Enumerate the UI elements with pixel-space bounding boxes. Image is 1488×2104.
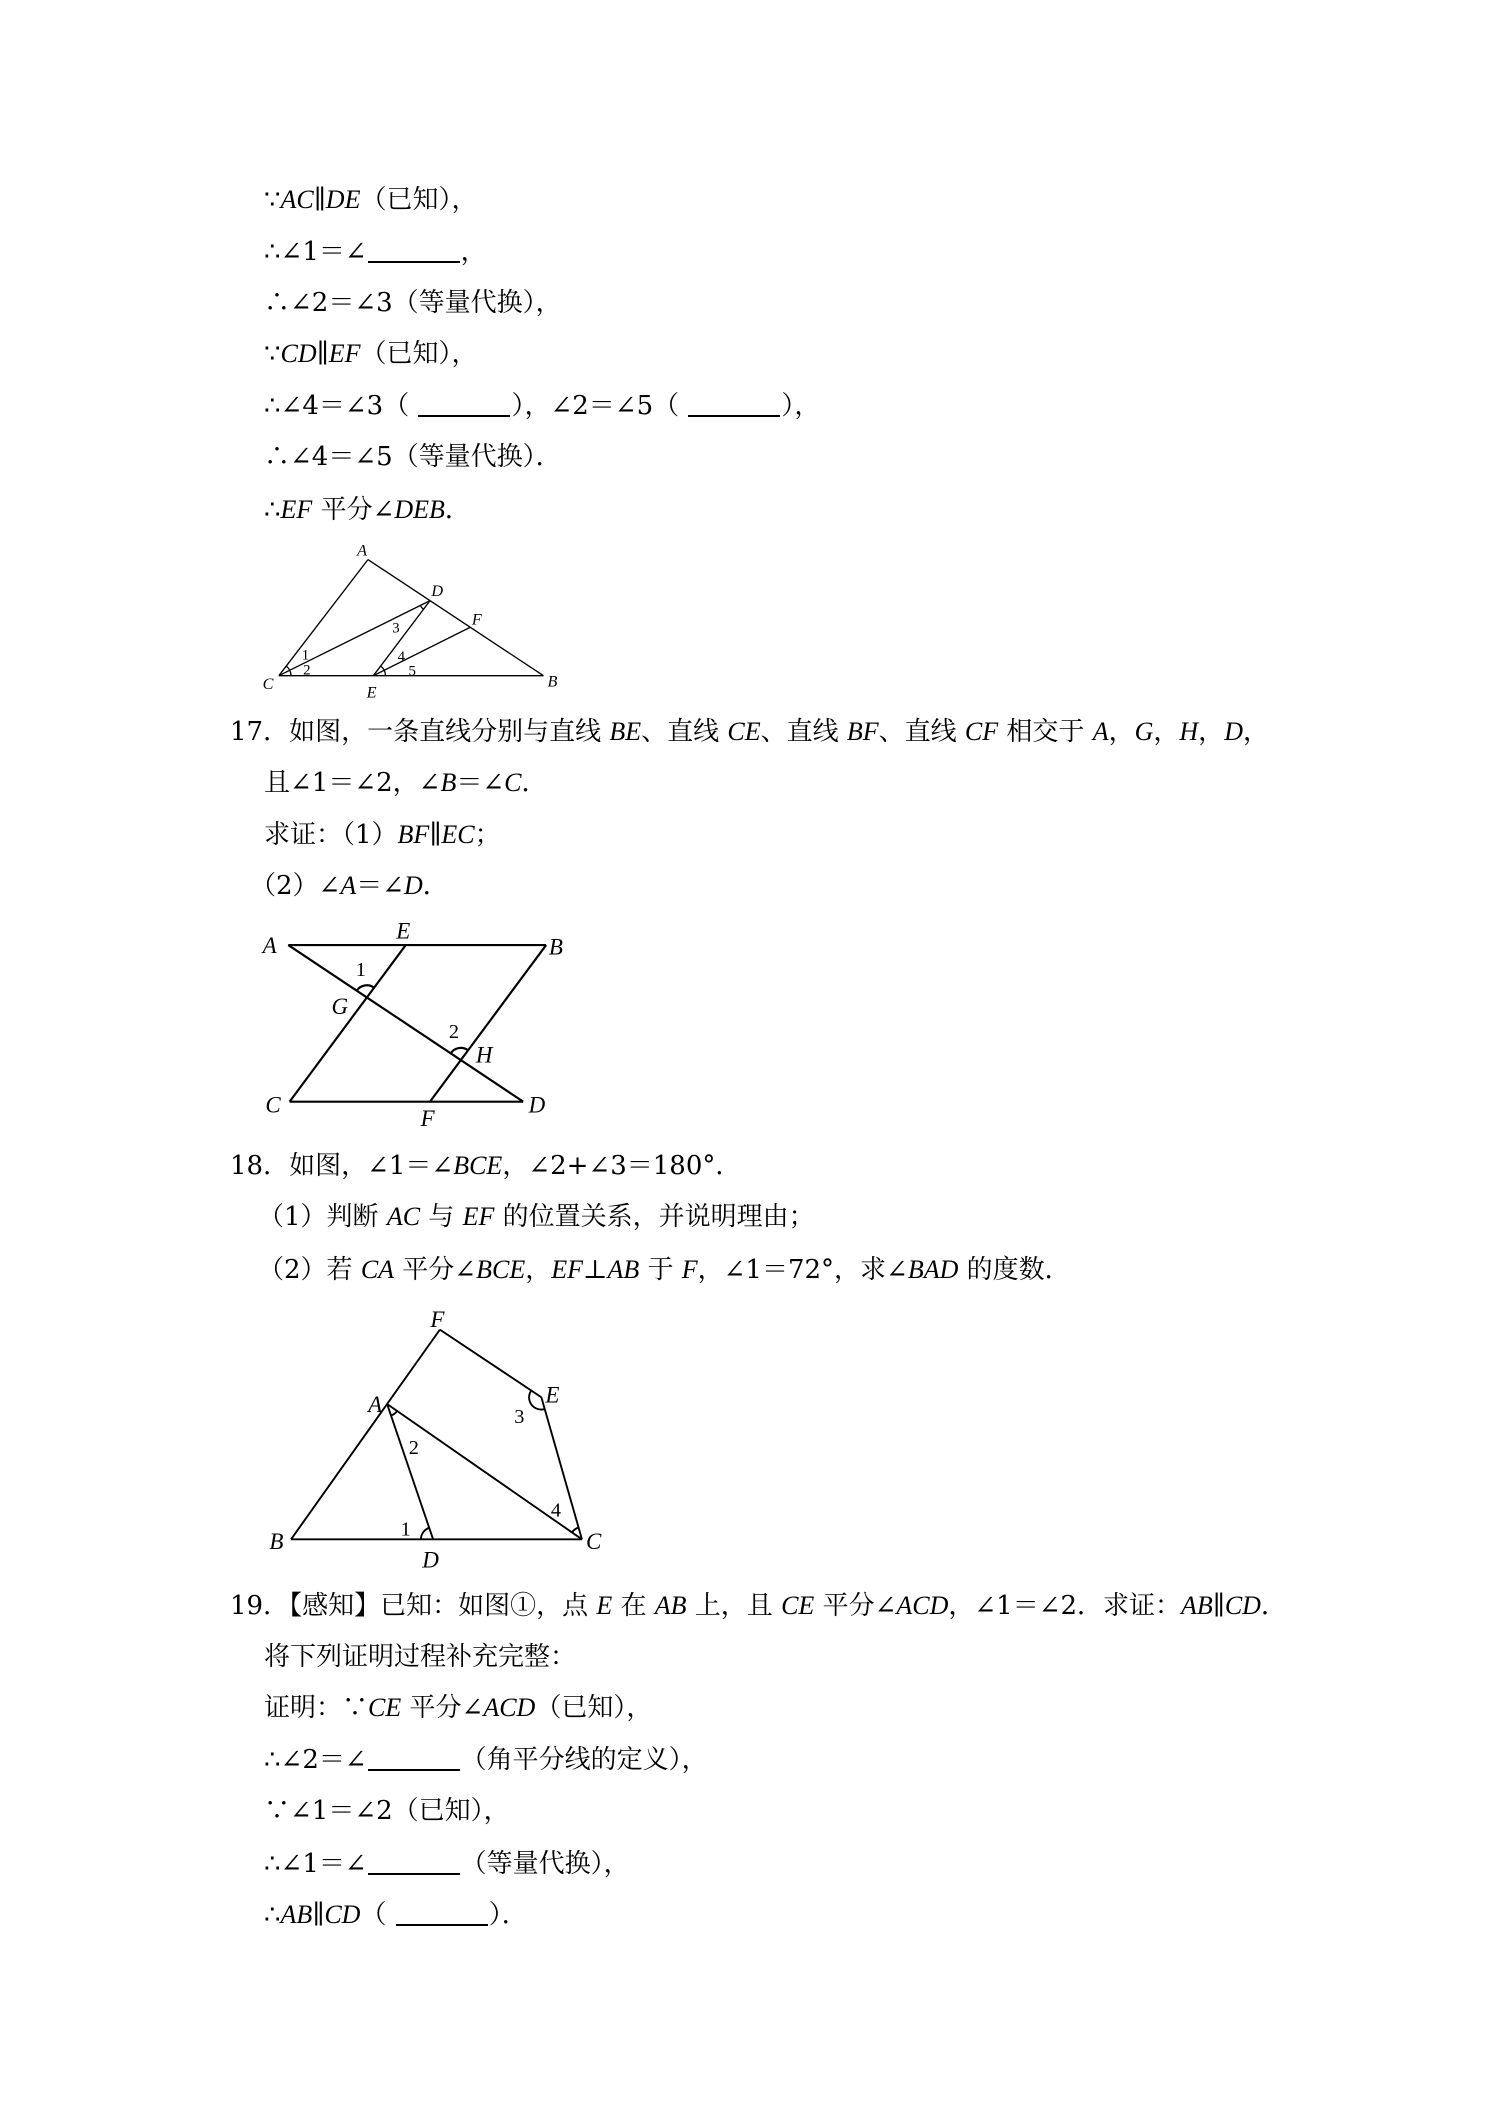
text-run: ， <box>1198 717 1225 747</box>
text-run: ． <box>521 768 548 798</box>
point-label-E: E <box>396 918 411 944</box>
text-run: ∥ <box>1212 1591 1225 1621</box>
segment-AC <box>279 560 368 679</box>
angle-label-4: 4 <box>397 648 406 665</box>
angle-arc-C <box>572 1528 579 1533</box>
answer-blank <box>418 393 510 417</box>
text-run: 、直线 <box>878 717 965 747</box>
text-run: ， <box>525 1255 552 1285</box>
math-variable: AC <box>280 185 314 214</box>
text-run: ∴∠1＝∠ <box>264 1849 367 1879</box>
point-label-E: E <box>545 1382 560 1408</box>
point-label-E: E <box>366 683 377 700</box>
text-run: ，∠1＝72°，求∠ <box>697 1255 908 1285</box>
segment-EC <box>541 1397 582 1539</box>
figure-q17-lines <box>254 914 575 1130</box>
proof-step <box>264 1692 652 1724</box>
segment-BF <box>291 1330 440 1540</box>
math-variable: F <box>681 1255 698 1284</box>
math-variable: EF <box>551 1255 583 1284</box>
answer-blank <box>368 239 460 263</box>
question-part <box>250 870 449 902</box>
angle-arc-A <box>391 1411 397 1416</box>
segment-CD <box>279 601 430 679</box>
angle-label-5: 5 <box>408 663 416 680</box>
math-variable: ACD <box>483 1693 536 1722</box>
text-run: 平分∠ <box>814 1591 897 1621</box>
text-run: ，∠1＝∠2．求证： <box>948 1591 1182 1621</box>
math-variable: H <box>1179 717 1199 746</box>
math-variable: DEB <box>394 495 445 524</box>
proof-step <box>264 236 487 268</box>
question-stem <box>264 767 548 799</box>
answer-blank <box>368 1747 460 1771</box>
math-variable: CF <box>964 717 999 746</box>
question-part <box>264 819 501 851</box>
math-variable: G <box>1134 717 1154 746</box>
text-run: ，∠2+∠3＝180°． <box>502 1151 742 1181</box>
math-variable: CE <box>727 717 761 746</box>
segment-EC <box>290 945 406 1102</box>
text-run: （2）∠ <box>250 871 341 901</box>
text-run: 平分∠ <box>312 495 395 525</box>
text-run: ∥ <box>316 339 329 369</box>
proof-step <box>264 1795 510 1827</box>
math-variable: CD <box>1224 1591 1261 1620</box>
text-run: ． <box>1260 1591 1287 1621</box>
math-variable: EC <box>441 820 475 849</box>
text-run: （ <box>360 1900 395 1930</box>
text-run: 于 <box>639 1255 682 1285</box>
proof-step <box>264 441 562 473</box>
math-variable: A <box>1092 717 1109 746</box>
text-run: ∴∠2＝∠ <box>264 1745 367 1775</box>
angle-label-3: 3 <box>514 1405 525 1428</box>
math-variable: CE <box>368 1693 402 1722</box>
text-run: ∵ <box>264 339 281 369</box>
math-variable: AB <box>607 1255 640 1284</box>
text-run: ∴ <box>264 495 281 525</box>
text-run: 、直线 <box>641 717 728 747</box>
math-variable: A <box>340 871 357 900</box>
text-run: 18．如图，∠1＝∠ <box>230 1151 454 1181</box>
point-label-D: D <box>528 1092 546 1118</box>
angle-label-4: 4 <box>550 1499 561 1522</box>
math-variable: AB <box>1181 1591 1213 1620</box>
answer-blank <box>688 393 780 417</box>
text-run: ， <box>1153 717 1180 747</box>
angle-label-1: 1 <box>301 647 310 664</box>
point-label-C: C <box>262 675 274 694</box>
text-run: ； <box>474 820 501 850</box>
text-run: 、直线 <box>760 717 847 747</box>
proof-step <box>264 1899 528 1931</box>
angle-label-2: 2 <box>408 1437 419 1460</box>
math-variable: DE <box>325 185 361 214</box>
angle-arc-D <box>421 1528 429 1540</box>
point-label-A: A <box>262 933 277 959</box>
point-label-F: F <box>471 610 482 629</box>
point-label-F: F <box>420 1105 435 1130</box>
math-variable: EF <box>462 1202 495 1231</box>
point-label-F: F <box>430 1306 445 1332</box>
angle-label-2: 2 <box>448 1021 460 1044</box>
point-label-B: B <box>269 1528 284 1554</box>
text-run: ∵ <box>264 185 281 215</box>
question-stem <box>230 1150 741 1182</box>
angle-arc-D <box>420 606 423 610</box>
math-variable: AB <box>280 1900 313 1929</box>
math-variable: D <box>404 871 423 900</box>
question-stem <box>230 716 1269 748</box>
question-part <box>258 1254 1071 1286</box>
text-run: 19．【感知】已知：如图①，点 <box>230 1591 597 1621</box>
math-variable: CD <box>324 1900 361 1929</box>
text-run: （等量代换）， <box>460 1849 630 1879</box>
math-variable: BCE <box>453 1151 503 1180</box>
text-run: ， <box>1108 717 1135 747</box>
proof-step <box>264 390 820 422</box>
math-variable: EF <box>328 339 361 368</box>
point-label-A: A <box>368 1392 383 1418</box>
proof-step <box>264 1848 630 1880</box>
math-variable: CD <box>280 339 317 368</box>
math-variable: CE <box>781 1591 815 1620</box>
text-run: ），∠2＝∠5（ <box>511 391 688 421</box>
proof-step <box>264 1744 708 1776</box>
text-run: ∴∠1＝∠ <box>264 237 367 267</box>
angle-label-1: 1 <box>355 959 366 982</box>
figure-q18-quadrilateral <box>264 1301 609 1572</box>
text-run: 与 <box>420 1202 463 1232</box>
text-run: ∥ <box>429 820 442 850</box>
point-label-D: D <box>431 582 444 601</box>
math-variable: D <box>1224 717 1243 746</box>
text-run: ）， <box>781 391 821 421</box>
text-run: （已知）， <box>535 1693 653 1723</box>
text-run: ∴∠2＝∠3（等量代换）， <box>264 288 562 318</box>
text-run: 上，且 <box>686 1591 782 1621</box>
math-variable: BF <box>846 717 879 746</box>
math-variable: ACD <box>896 1591 949 1620</box>
text-run: ， <box>1242 717 1269 747</box>
text-run: （2）若 <box>258 1255 361 1285</box>
text-run: ． <box>444 495 471 525</box>
text-run: 平分∠ <box>401 1693 484 1723</box>
text-run: 将下列证明过程补充完整： <box>264 1642 577 1672</box>
instruction-line <box>264 1641 576 1673</box>
math-variable: BF <box>397 820 430 849</box>
answer-blank <box>368 1851 460 1875</box>
math-variable: AB <box>654 1591 687 1620</box>
text-run: 在 <box>612 1591 655 1621</box>
math-variable: AC <box>386 1202 421 1231</box>
text-run: ＝∠ <box>456 768 505 798</box>
segment-FE <box>440 1330 541 1398</box>
point-label-D: D <box>422 1547 439 1572</box>
text-run: ⊥ <box>583 1255 608 1285</box>
text-run: 的位置关系，并说明理由； <box>494 1202 815 1232</box>
text-run: （已知）， <box>360 185 478 215</box>
angle-label-3: 3 <box>392 620 400 637</box>
text-run: ）． <box>488 1900 528 1930</box>
math-variable: B <box>440 768 457 797</box>
math-variable: BAD <box>907 1255 959 1284</box>
text-run: 平分∠ <box>394 1255 477 1285</box>
point-label-H: H <box>475 1042 493 1068</box>
math-variable: BCE <box>476 1255 526 1284</box>
point-label-A: A <box>357 541 368 560</box>
point-label-C: C <box>265 1092 281 1118</box>
proof-step <box>264 287 562 319</box>
point-label-B: B <box>548 934 563 960</box>
point-label-C: C <box>586 1528 602 1554</box>
math-variable: BE <box>609 717 642 746</box>
proof-step <box>264 494 471 526</box>
text-run: ． <box>422 871 449 901</box>
math-variable: EF <box>280 495 313 524</box>
proof-step <box>264 338 477 370</box>
answer-blank <box>396 1902 488 1926</box>
text-run: 的度数． <box>958 1255 1071 1285</box>
text-run: ∵∠1＝∠2（已知）， <box>264 1796 510 1826</box>
text-run: 且∠1＝∠2，∠ <box>264 768 441 798</box>
point-label-B: B <box>547 672 558 691</box>
text-run: ∴∠4＝∠3（ <box>264 391 418 421</box>
proof-step <box>264 184 477 216</box>
text-run: 相交于 <box>998 717 1093 747</box>
text-run: （已知）， <box>360 339 478 369</box>
math-variable: E <box>596 1591 613 1620</box>
figure-q16-triangle <box>257 538 568 700</box>
math-variable: C <box>504 768 522 797</box>
question-part <box>258 1201 815 1233</box>
text-run: ， <box>460 237 487 267</box>
text-run: ∴ <box>264 1900 281 1930</box>
text-run: ＝∠ <box>356 871 405 901</box>
text-run: （1）判断 <box>258 1202 387 1232</box>
text-run: 证明：∵ <box>264 1693 369 1723</box>
angle-label-1: 1 <box>400 1518 411 1541</box>
text-run: （角平分线的定义）， <box>460 1745 708 1775</box>
text-run: 17．如图，一条直线分别与直线 <box>230 717 610 747</box>
angle-label-2: 2 <box>303 662 311 679</box>
text-run: ∥ <box>313 185 326 215</box>
text-run: ∥ <box>312 1900 325 1930</box>
text-run: 求证：（1） <box>264 820 398 850</box>
text-run: ∴∠4＝∠5（等量代换）． <box>264 442 562 472</box>
segment-EF <box>373 627 470 675</box>
math-variable: CA <box>360 1255 395 1284</box>
point-label-G: G <box>331 993 349 1019</box>
question-stem <box>230 1590 1287 1622</box>
